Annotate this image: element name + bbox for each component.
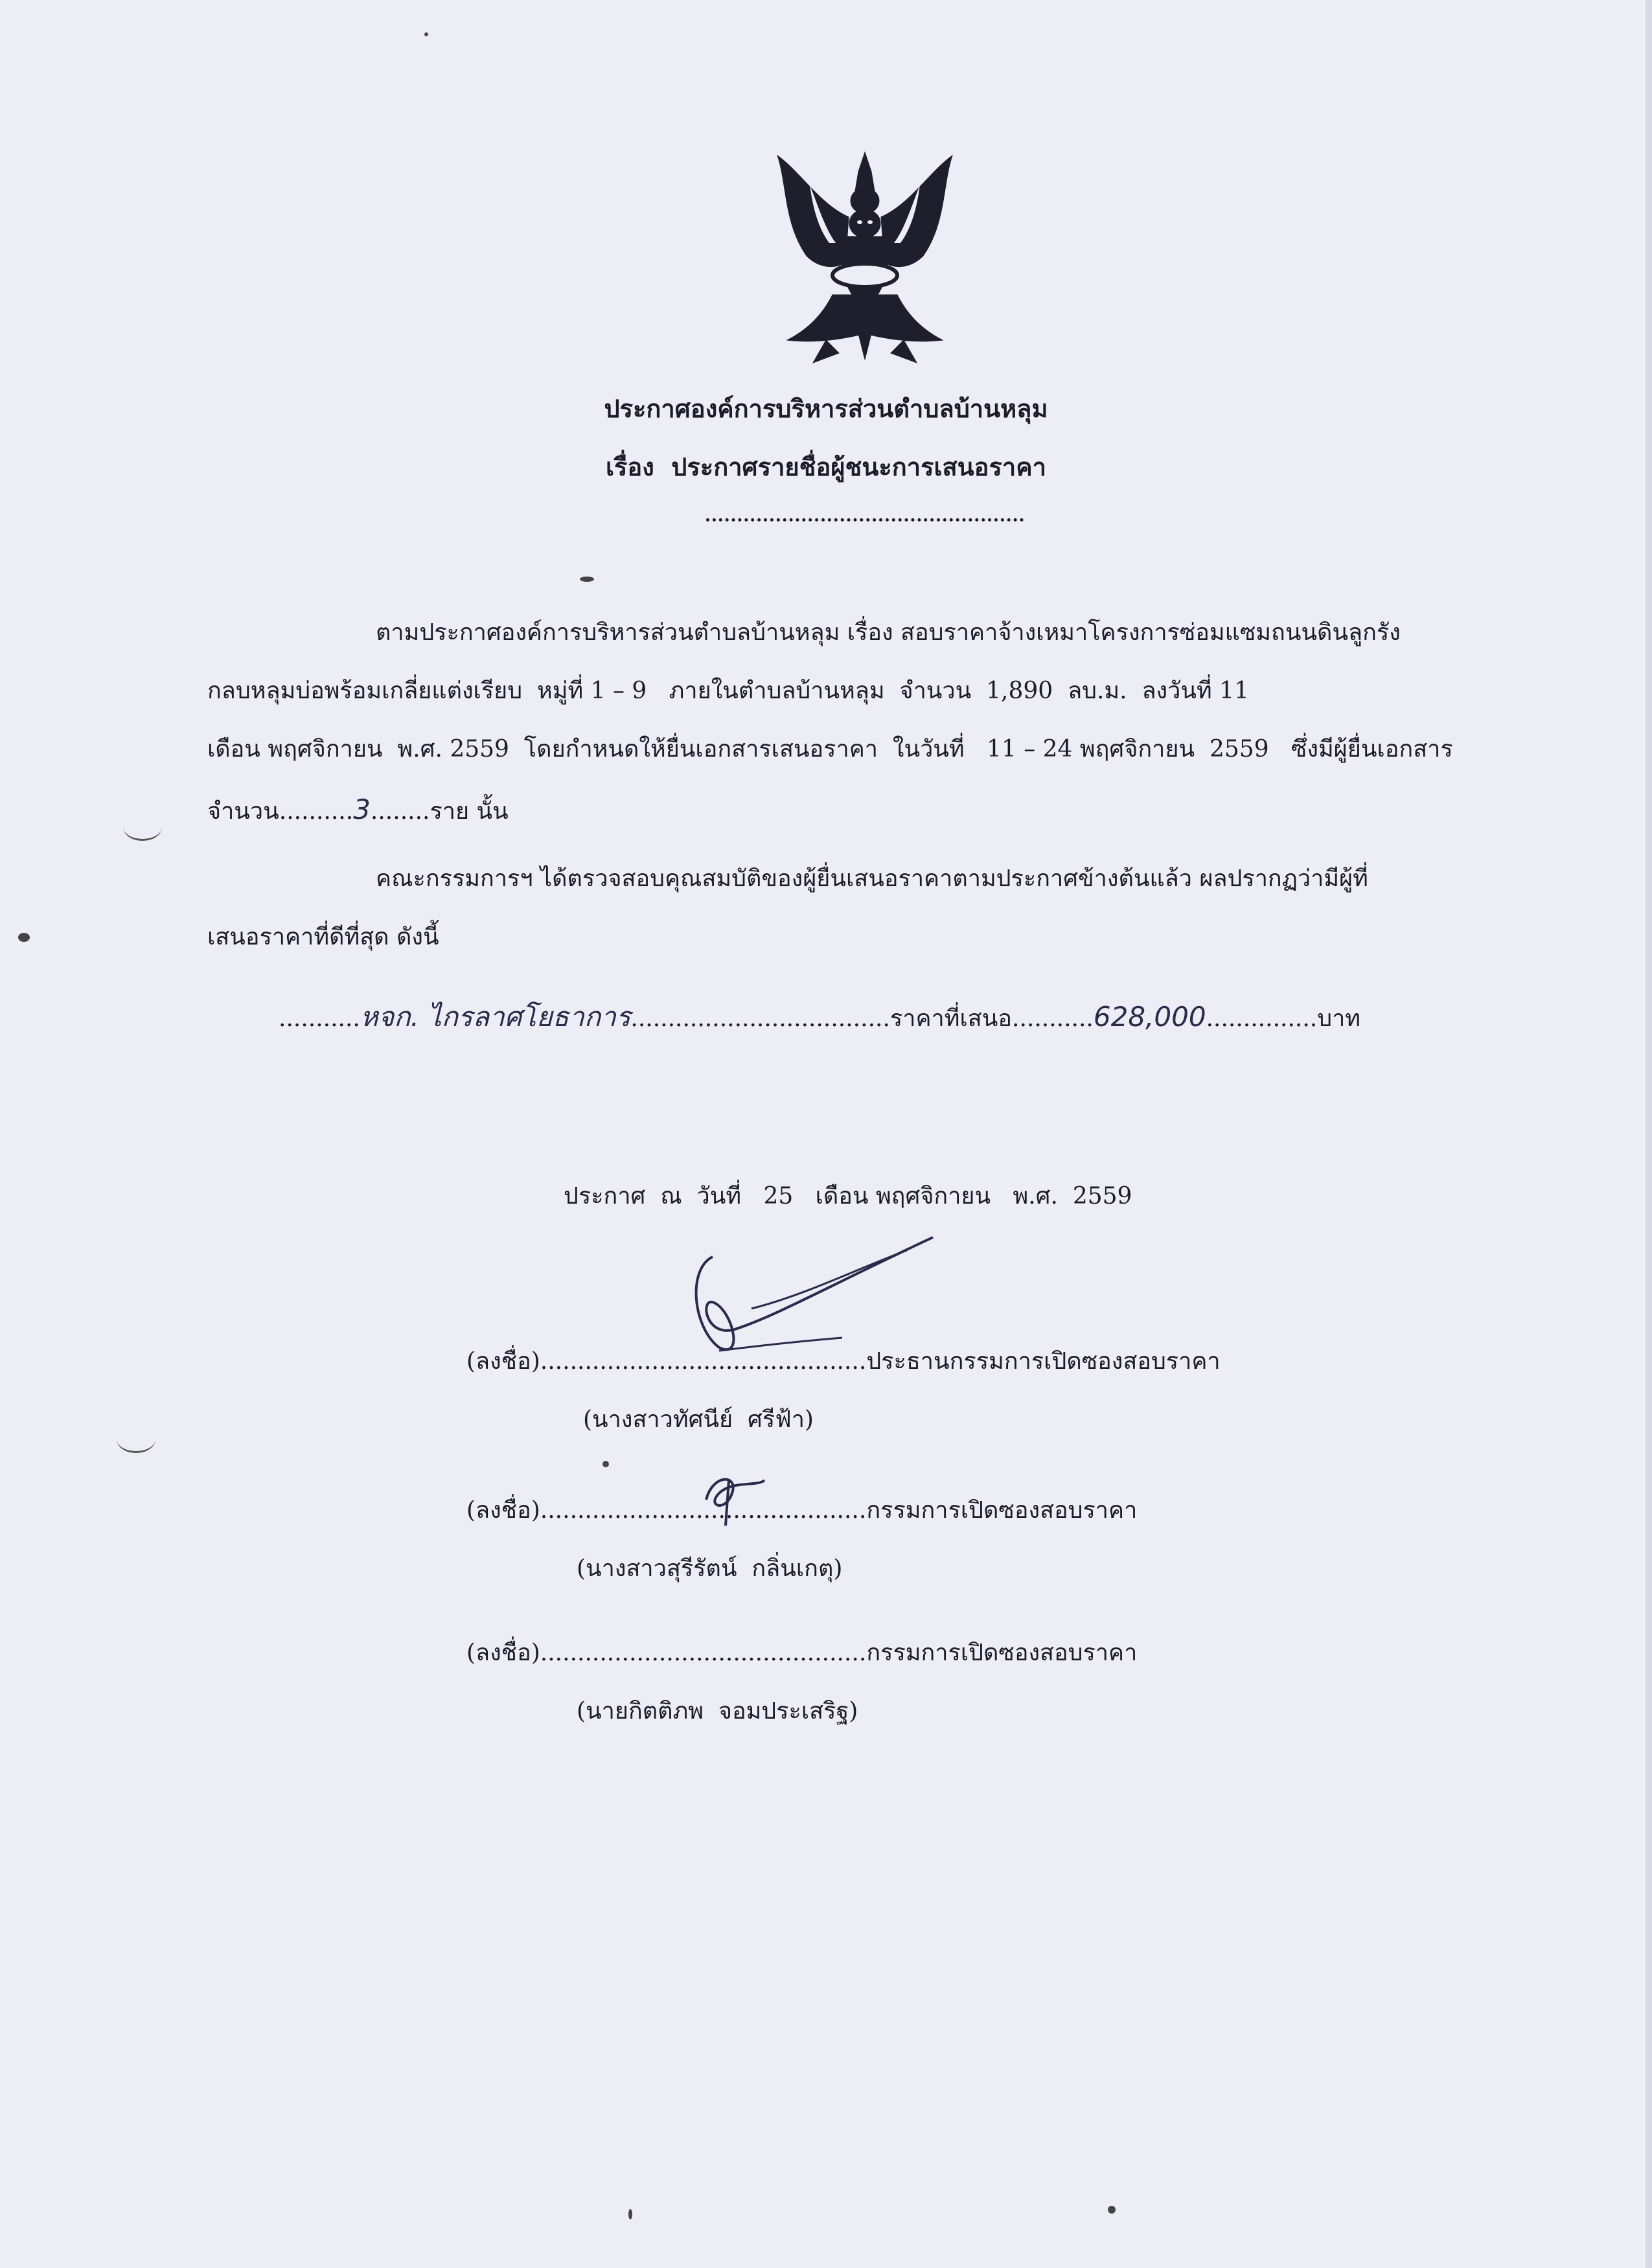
sign-role-1: ประธานกรรมการเปิดซองสอบราคา	[866, 1348, 1221, 1375]
scan-mark	[117, 1425, 155, 1453]
bidder-count-handwritten: 3	[353, 794, 371, 825]
scan-speck	[602, 1461, 609, 1467]
signatory-name-3: (นายกิตติภพ จอมประเสริฐ)	[577, 1698, 858, 1724]
scan-speck	[628, 2209, 632, 2219]
scan-speck	[424, 32, 428, 36]
announcement-date: ประกาศ ณ วันที่ 25 เดือน พฤศจิกายน พ.ศ. 2559	[564, 1183, 1132, 1209]
signature-line-3	[466, 1639, 1137, 1667]
signatory-name-1: (นางสาวทัศนีย์ ศรีฟ้า)	[583, 1406, 814, 1433]
para1-line4	[207, 794, 509, 826]
winner-leading-dots: ...........	[279, 1005, 360, 1032]
para1-line2: กลบหลุมบ่อพร้อมเกลี่ยแต่งเรียบ หมู่ที่ 1 – 9 ภายในตำบลบ้านหลุม จำนวน 1,890 ลบ.ม. ลงวันที่ 11	[207, 678, 1249, 704]
signature-line-1	[466, 1347, 1221, 1375]
winner-line	[279, 1001, 1360, 1033]
sign-prefix-1: (ลงชื่อ)	[466, 1348, 540, 1375]
para2-line2: เสนอราคาที่ดีที่สุด ดังนี้	[207, 924, 439, 950]
para1-line1: ตามประกาศองค์การบริหารส่วนตำบลบ้านหลุม เรื่อง สอบราคาจ้างเหมาโครงการซ่อมแซมถนนดินลูกรัง	[376, 619, 1401, 646]
scan-speck	[580, 577, 594, 582]
count-suffix: ราย นั้น	[430, 798, 509, 825]
garuda-emblem-icon	[761, 146, 969, 366]
sign-prefix-2: (ลงชื่อ)	[466, 1497, 540, 1524]
signatory-name-2: (นางสาวสุรีรัตน์ กลิ่นเกตุ)	[577, 1555, 843, 1582]
price-handwritten: 628,000	[1093, 1001, 1206, 1033]
count-label: จำนวน	[207, 798, 279, 825]
winner-name-handwritten: หจก. ไกรลาศโยธาการ	[360, 1001, 631, 1033]
sign-dots-3: ............................................	[540, 1640, 867, 1666]
winner-name-dots: ...................................	[630, 1005, 890, 1032]
signature-line-2	[466, 1496, 1137, 1524]
document-title: ประกาศองค์การบริหารส่วนตำบลบ้านหลุม	[604, 394, 1048, 423]
scan-mark	[123, 813, 162, 841]
page-edge-shadow	[1646, 0, 1652, 2268]
scan-speck	[1108, 2206, 1116, 2214]
sign-dots-2: ............................................	[540, 1497, 867, 1524]
price-dots-left: ...........	[1012, 1005, 1094, 1032]
price-dots-right: ...............	[1206, 1005, 1318, 1032]
document-subject: เรื่อง ประกาศรายชื่อผู้ชนะการเสนอราคา	[606, 452, 1046, 481]
sign-dots-1: ............................................	[540, 1348, 867, 1375]
sign-prefix-3: (ลงชื่อ)	[466, 1640, 540, 1666]
para1-line3: เดือน พฤศจิกายน พ.ศ. 2559 โดยกำหนดให้ยื่นเอกสารเสนอราคา ในวันที่ 11 – 24 พฤศจิกายน 2559 ซึ่งมีผู้ยื่นเอกสาร	[207, 736, 1453, 762]
price-label: ราคาที่เสนอ	[889, 1005, 1012, 1032]
currency-label: บาท	[1317, 1005, 1361, 1032]
sign-role-3: กรรมการเปิดซองสอบราคา	[866, 1640, 1138, 1666]
sign-role-2: กรรมการเปิดซองสอบราคา	[866, 1497, 1138, 1524]
para2-line1: คณะกรรมการฯ ได้ตรวจสอบคุณสมบัติของผู้ยื่นเสนอราคาตามประกาศข้างต้นแล้ว ผลปรากฏว่ามีผู้ที่	[376, 865, 1368, 892]
header-dotted-separator	[706, 518, 1024, 521]
count-dots-right: ........	[370, 798, 430, 825]
scan-speck	[18, 933, 30, 942]
count-dots-left: ..........	[279, 798, 354, 825]
